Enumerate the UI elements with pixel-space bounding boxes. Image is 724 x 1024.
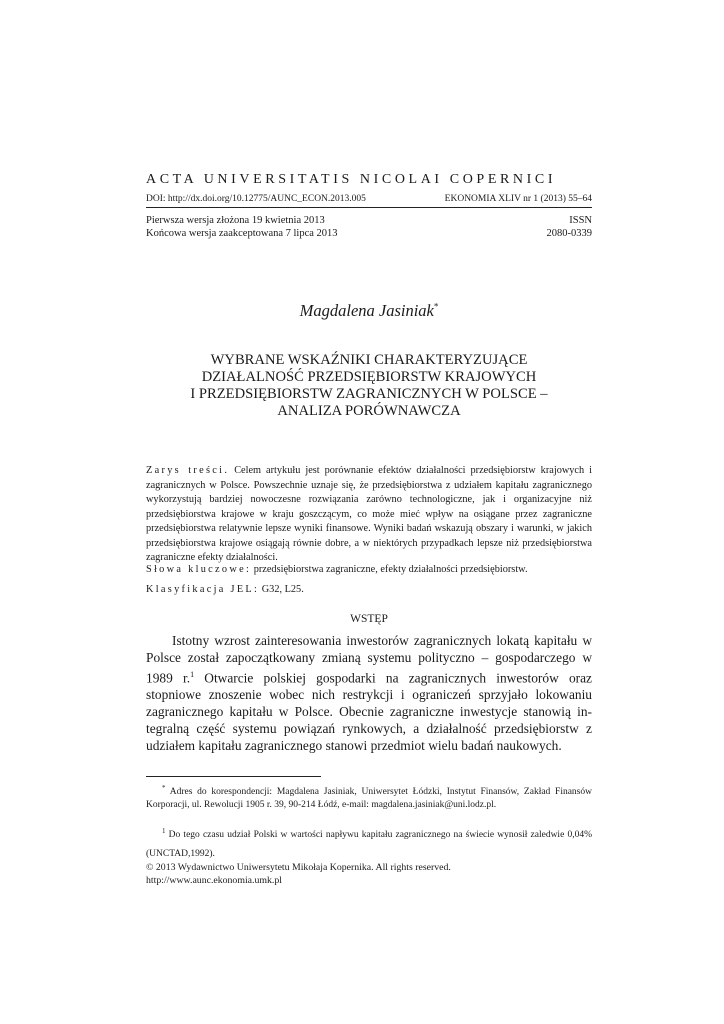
article-title <box>146 352 592 420</box>
jel-text: G32, L25. <box>261 584 304 595</box>
author-footnote-mark[interactable]: * <box>433 301 439 312</box>
website-link[interactable]: http://www.aunc.ekonomia.umk.pl <box>146 875 282 886</box>
footnote-mark: 1 <box>162 827 166 835</box>
paragraph-part: Istotny wzrost zainteresowania inwestorów zagranicznych lokatą kapitału w Polsce został zapoczątkowany zmianą systemu polityczno – gospodarczego w 1989 r. <box>146 633 592 686</box>
title-line-1: WYBRANE WSKAŹNIKI CHARAKTERYZUJĄCE <box>210 352 528 368</box>
abstract-label: Zarys treści. <box>146 465 230 476</box>
doi-link[interactable]: DOI: http://dx.doi.org/10.12775/AUNC_ECON.2013.005 <box>146 194 366 204</box>
issn-label: ISSN <box>569 215 592 226</box>
journal-title: ACTA UNIVERSITATIS NICOLAI COPERNICI <box>146 172 557 187</box>
footnote-ref[interactable]: 1 <box>190 670 195 679</box>
author-name <box>146 301 592 321</box>
paragraph <box>146 632 592 754</box>
section-heading: WSTĘP <box>350 613 388 625</box>
jel-classification <box>146 583 592 597</box>
footnote-rule <box>146 776 321 777</box>
copyright-notice: © 2013 Wydawnictwo Uniwersytetu Mikołaja Kopernika. All rights reserved. <box>146 862 451 873</box>
footnote-mark: * <box>162 784 166 792</box>
submission-dates <box>146 214 338 240</box>
issn-block <box>446 214 592 240</box>
author-text: Magdalena Jasiniak <box>299 301 434 320</box>
issue-info: EKONOMIA XLIV nr 1 (2013) 55–64 <box>444 194 592 204</box>
title-line-4: ANALIZA PORÓWNAWCZA <box>277 403 461 419</box>
doi-row <box>146 194 592 204</box>
keywords-label: Słowa kluczowe: <box>146 564 252 575</box>
footnote-text: Do tego czasu udział Polski w wartości napływu kapitału zagranicznego na świecie wynosił zaledwie 0,04% (UNCTAD,1992). <box>146 830 592 860</box>
body-text <box>146 632 592 754</box>
abstract <box>146 464 592 566</box>
footnote-1 <box>146 782 592 812</box>
jel-label: Klasyfikacja JEL: <box>146 584 260 595</box>
title-line-2: DZIAŁALNOŚĆ PRZEDSIĘBIORSTW KRAJOWYCH <box>201 369 537 385</box>
keywords <box>146 563 592 577</box>
keywords-text: przedsiębiorstwa zagraniczne, efekty działalności przedsiębiorstw. <box>253 564 528 575</box>
title-line-3: I PRZEDSIĘBIORSTW ZAGRANICZNYCH W POLSCE – <box>190 386 548 402</box>
abstract-text: Celem artykułu jest porównanie efektów działalności przedsiębiorstw krajowych i zagranicznych w Polsce. Powszechnie uznaje się, że przedsiębiorstwa z udziałem kapitału zagranicznego wykorzystują bardziej nowoczesne rozwiązania zarówno technologiczne, jak i organizacyjne niż przedsiębiorstwa krajowe w kraju goszczącym, co może mieć wpływ na osiągane przez zagraniczne przedsiębiorstwa relatywnie lepsze wyniki finansowe. Wyniki badań wskazują obszary i warunki, w jakich przedsiębiorstwa krajowe osiągają równie dobre, a w niektórych przypadkach lepsze niż przedsiębiorstwa zagraniczne efekty działalności. <box>146 465 592 563</box>
footnote-text: Adres do korespondencji: Magdalena Jasiniak, Uniwersytet Łódzki, Instytut Finansów, Zakład Finansów Korporacji, ul. Rewolucji 1905 r. 39, 90-214 Łódź, e-mail: magdalena.jasiniak@uni.lodz.pl. <box>146 787 592 811</box>
header-rule <box>146 207 592 208</box>
footnote-2 <box>146 822 592 864</box>
submitted-date: Pierwsza wersja złożona 19 kwietnia 2013 <box>146 215 325 226</box>
paragraph-part: Otwarcie polskiej gospodarki na zagranicznych inwestorów oraz stopniowe znoszenie wobec nich restrykcji i ograniczeń sprzyjało lokowaniu zagranicznego kapitału w Polsce. Obecnie zagraniczne inwestycje stanowią integralną część systemu powiązań rynkowych, a działalność przedsiębiorstw z udziałem kapitału zagranicznego stanowi przedmiot wielu badań naukowych. <box>146 670 592 754</box>
copyright <box>146 861 451 887</box>
accepted-date: Końcowa wersja zaakceptowana 7 lipca 2013 <box>146 228 338 239</box>
issn-value: 2080-0339 <box>546 228 592 239</box>
